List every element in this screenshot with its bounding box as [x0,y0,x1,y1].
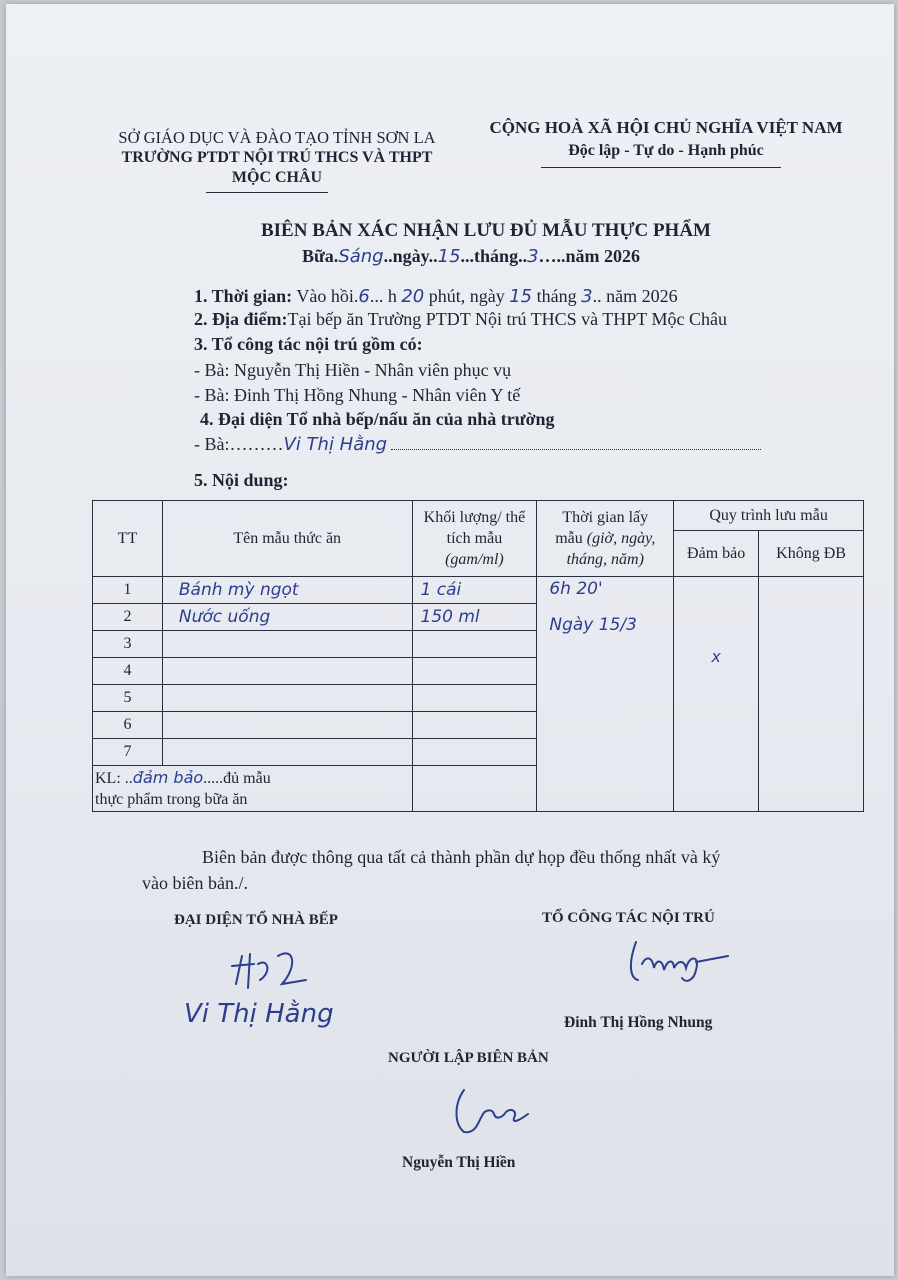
table-row-tt: 2 [93,604,163,631]
table-row-name [162,631,412,658]
republic-title: CỘNG HOÀ XÃ HỘI CHỦ NGHĨA VIỆT NAM [489,118,843,137]
motto: Độc lập - Tự do - Hạnh phúc [568,142,764,159]
recorder-name: Nguyễn Thị Hiền [402,1154,516,1171]
table-row-tt: 5 [93,685,163,712]
meal-value: Sáng [338,246,384,267]
motto-underline [541,167,781,168]
table-row-tt: 6 [93,712,163,739]
kitchen-rep-line: - Bà:………Vi Thị Hằng [194,434,824,455]
table-row-name: Bánh mỳ ngọt [162,577,412,604]
header-tt: TT [93,501,163,577]
board-sign-title: TỔ CÔNG TÁC NỘI TRÚ [542,910,715,926]
header-process: Quy trình lưu mẫu [674,501,864,531]
team-label: 3. Tổ công tác nội trú gồm có: [194,334,423,354]
table-row-weight [412,658,537,685]
recorder-sign-title: NGƯỜI LẬP BIÊN BẢN [388,1050,549,1066]
sample-date: Ngày 15/3 [549,615,637,635]
sample-time-cell [537,577,674,812]
closing-line-2: vào biên bản./. [142,873,248,893]
table-row-name [162,658,412,685]
conclusion-value: đảm bảo [132,768,204,787]
table-row-weight [412,685,537,712]
table-row-name [162,739,412,766]
header-not-ok: Không ĐB [759,531,864,577]
school-underline [206,192,328,193]
team-member-2: - Bà: Đinh Thị Hồng Nhung - Nhân viên Y tế [194,385,521,405]
table-row-tt: 7 [93,739,163,766]
conclusion-cell: KL: ..đảm bảo.....đủ mẫu thực phẩm trong bữa ăn [93,766,413,812]
header-weight: Khối lượng/ thể tích mẫu (gam/ml) [412,501,537,577]
table-row-weight [412,739,537,766]
table-row-name: Nước uống [162,604,412,631]
table-row-tt: 1 [93,577,163,604]
table-row-weight: 150 ml [412,604,537,631]
board-signer-name: Đinh Thị Hồng Nhung [564,1014,713,1031]
closing-line-1: Biên bản được thông qua tất cả thành phần dự họp đều thống nhất và ký [202,847,721,867]
kitchen-signature [228,944,318,994]
header-ok: Đảm bảo [674,531,759,577]
board-signature [624,934,744,989]
kitchen-label: 4. Đại diện Tổ nhà bếp/nấu ăn của nhà trường [200,409,555,429]
recorder-signature [448,1084,538,1139]
table-row-weight [412,631,537,658]
table-row-weight [412,712,537,739]
not-ok-cell [759,577,864,812]
document-title: BIÊN BẢN XÁC NHẬN LƯU ĐỦ MẪU THỰC PHẨM [260,220,711,241]
table-row-weight: 1 cái [412,577,537,604]
table-row-tt: 3 [93,631,163,658]
meal-month: 3 [527,246,539,267]
table-row-name [162,685,412,712]
header-time: Thời gian lấy mẫu (giờ, ngày, tháng, năm) [537,501,674,577]
content-label: 5. Nội dung: [194,470,289,490]
sample-time: 6h 20' [549,579,603,599]
team-member-1: - Bà: Nguyễn Thị Hiền - Nhân viên phục vụ [194,360,512,380]
ok-mark: x [711,647,721,666]
kitchen-handwritten-name: Vi Thị Hằng [184,999,334,1029]
kitchen-sign-title: ĐẠI DIỆN TỔ NHÀ BẾP [174,912,338,928]
place-line: 2. Địa điểm:Tại bếp ăn Trường PTDT Nội trú THCS và THPT Mộc Châu [194,309,727,329]
meal-line: Bữa.Sáng..ngày..15...tháng..3…..năm 2026 [302,246,641,267]
ok-cell [674,577,759,812]
time-line: 1. Thời gian: Vào hồi.6... h 20 phút, ngày 15 tháng 3.. năm 2026 [194,286,678,307]
conclusion-weight-cell [412,766,537,812]
table-row-tt: 4 [93,658,163,685]
school-name-line2: MỘC CHÂU [231,169,323,186]
food-sample-table [92,500,864,812]
department-line: SỞ GIÁO DỤC VÀ ĐÀO TẠO TỈNH SƠN LA [118,128,436,147]
document-page [6,4,894,1276]
kitchen-rep-name: Vi Thị Hằng [283,434,388,455]
meal-day: 15 [437,246,461,267]
school-name-line1: TRƯỜNG PTDT NỘI TRÚ THCS VÀ THPT [121,149,433,166]
header-name: Tên mẫu thức ăn [162,501,412,577]
table-row-name [162,712,412,739]
